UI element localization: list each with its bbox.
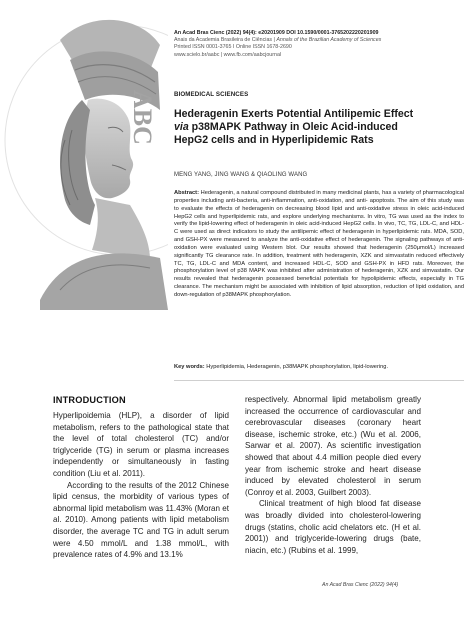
svg-text:ABC: ABC xyxy=(128,90,157,145)
title-italic: via xyxy=(174,121,189,134)
intro-heading: INTRODUCTION xyxy=(53,395,126,405)
keywords-text: Hyperlipidemia, Hederagenin, p38MAPK phosphorylation, lipid-lowering. xyxy=(204,364,389,370)
title-line-2-rest: p38MAPK Pathway in Oleic Acid-induced xyxy=(188,121,398,134)
site-line xyxy=(174,52,464,59)
body-column-left xyxy=(53,410,229,561)
citation-line: An Acad Bras Cienc (2022) 94(4): e20201909 DOI 10.1590/0001-3765202220201909 xyxy=(174,30,379,36)
body-column-right xyxy=(245,394,421,556)
divider xyxy=(174,380,464,381)
authors: MENG YANG, JING WANG & QIAOLING WANG xyxy=(174,172,308,178)
abstract-label: Abstract: xyxy=(174,190,199,196)
site-link-2[interactable]: www.fb.com/aabcjournal xyxy=(223,51,282,58)
paper-title xyxy=(174,108,464,148)
keywords-label: Key words: xyxy=(174,364,205,370)
site-link[interactable]: www.scielo.br/aabc xyxy=(174,51,220,58)
journal-header xyxy=(174,30,464,59)
intro-paragraph-3: respectively. Abnormal lipid metabolism greatly increased the occurrence of cardiovascular and cerebrovascular diseases (coronary heart disease, ischemic stroke, etc.) (Wu et al. 2006, Sarwar et al. 2007). As scientific investigation showed that about 4.4 million people died every year from ischemic stroke and heart disease induced by elevated cholesterol in serum (Conroy et al. 2003, Guilbert 2003). xyxy=(245,395,421,497)
intro-paragraph-4: Clinical treatment of high blood fat disease was broadly divided into cholesterol-lowering drugs (statins, cholic acid chelators etc. (H et al. 2001)) and triglyceride-lowering drugs (bate, niacin, etc.) (Rubins et al. 1999, xyxy=(245,499,421,555)
issn-line: Printed ISSN 0001-3765 I Online ISSN 1678-2690 xyxy=(174,44,292,51)
page-footer: An Acad Bras Cienc (2022) 94(4) xyxy=(322,582,399,588)
title-line-3: HepG2 cells and in Hyperlipidemic Rats xyxy=(174,134,374,147)
journal-sep: | xyxy=(272,37,277,44)
academy-emblem-icon xyxy=(0,0,168,310)
site-sep: | xyxy=(219,51,224,58)
keywords xyxy=(174,364,464,372)
journal-name-pt: Anais da Academia Brasileira de Ciências xyxy=(174,37,273,44)
abstract-text: Hederagenin, a natural compound distributed in many medicinal plants, has a variety of pharmacological properties including anti-bacteria, anti-inflammation, anti-oxidation, and anti- apoptosis. The aim of this study was to evaluate the effects of hederagenin on decreasing blood lipid and anti-oxidative stress in oleic acid-induced HepG2 cells and hyperlipidemic rats, and explore underlying mechanisms. In vitro, TG was used as the index to verify the lipid-lowering effect of hederagenin in oleic acid-induced HepG2 cells. In vivo, TC, TG, LDL-C, and HDL-C were used as direct indicators to study the antilipemic effect of hederagenin in hyperlipidemic rats. MDA, SOD, and GSH-PX were measured to analyze the anti-oxidative effect of hederagenin. The signaling pathways of anti-oxidation were evaluated using Western blot. Our results showed that hederagenin (250μmol/L) increased significantly TG clearance rate. In addition, treatment with hederagenin, XZK and simvastatin reduced effectively TC, TG, LDL-C and MDA content, and increased HDL-C, SOD and GSH-PX in HFD rats. Moreover, the phosphorylation level of p38 MAPK was inhibited after administration of hederagenin, XZK and simvastatin. Our results revealed that hederagenin possessed beneficial potentials for hypolipidemic effects, especially in TG clearance. The mechanism might be associated with inhibition of lipid absorption, reduction of lipid oxidation, and down-regulation of p38MAPK phosphorylation. xyxy=(174,190,464,298)
journal-name-en: Annals of the Brazilian Academy of Sciences xyxy=(276,37,382,44)
intro-paragraph-2: According to the results of the 2012 Chinese lipid census, the morbidity of various types of abnormal lipid metabolism was 11.43% (Moran et al. 2010). Among patients with lipid metabolism disorder, the average TC and TG in adult serum were 4.50 mmol/L and 1.38 mmol/L, with prevalence rates of 4.9% and 13.1% xyxy=(53,480,229,560)
title-line-1: Hederagenin Exerts Potential Antilipemic Effect xyxy=(174,108,414,120)
section-label: BIOMEDICAL SCIENCES xyxy=(174,91,249,98)
title-line-2 xyxy=(174,121,464,134)
journal-names xyxy=(174,37,464,44)
intro-paragraph-1: Hyperlipoidemia (HLP), a disorder of lipid metabolism, refers to the pathological state that the level of total cholesterol (TC) and/or triglyceride (TG) in serum or plasma increases independently or simultaneously in fasting condition (Liu et al. 2011). xyxy=(53,411,229,478)
abstract xyxy=(174,190,464,300)
